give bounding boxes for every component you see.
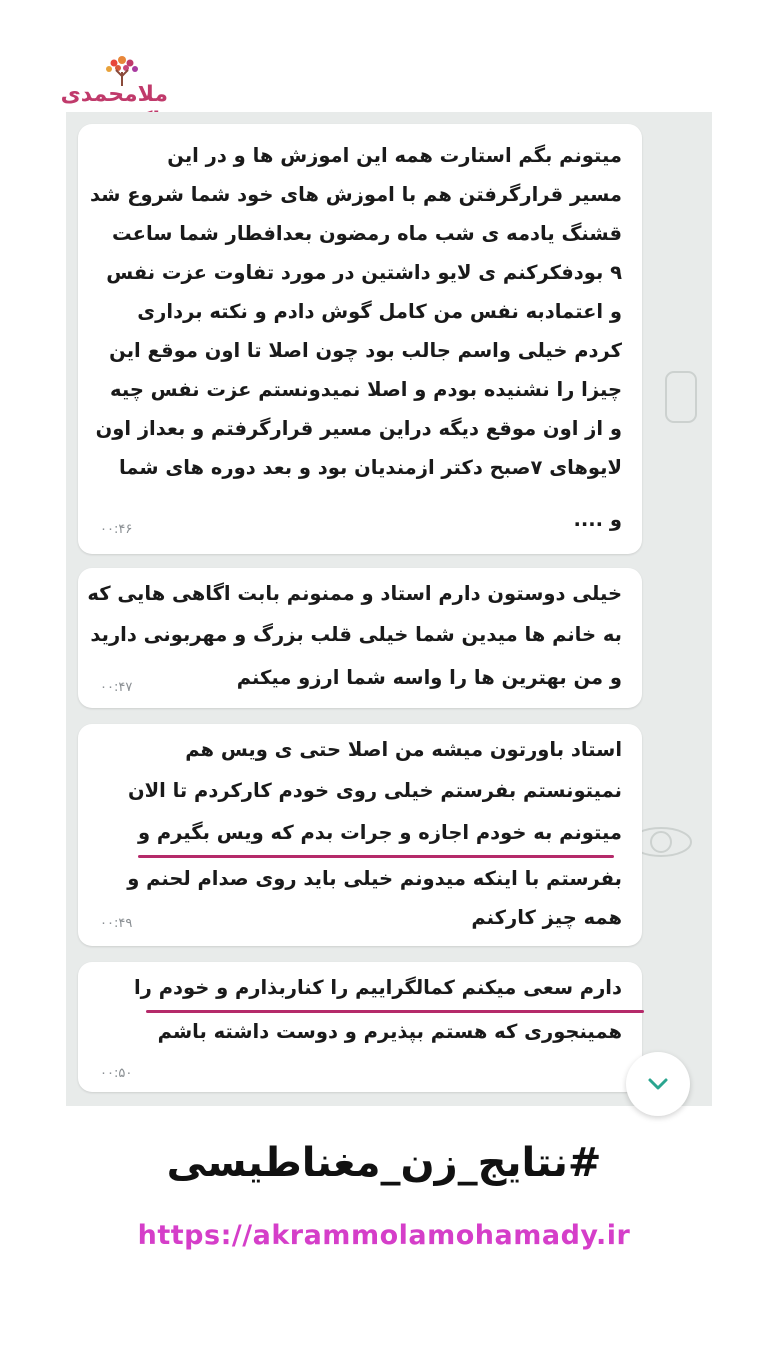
- message-line: مسیر قرارگرفتن هم با اموزش های خود شما شروع شد: [90, 183, 622, 206]
- message-line: نمیتونستم بفرستم خیلی روی خودم کارکردم تا الان: [127, 779, 622, 802]
- message-line: چیزا را نشنیده بودم و اصلا نمیدونستم عزت نفس چیه: [110, 378, 622, 401]
- message-timestamp: ۰۰:۴۶: [100, 522, 133, 537]
- message-line: همینجوری که هستم بپذیرم و دوست داشته باشم: [157, 1020, 622, 1043]
- highlight-underline: [138, 855, 614, 858]
- highlight-underline: [146, 1010, 644, 1013]
- message-line: لایوهای ۷صبح دکتر ازمندیان بود و بعد دوره های شما: [118, 456, 622, 479]
- message-line: و از اون موقع دیگه دراین مسیر قرارگرفتم و بعداز اون: [95, 417, 622, 440]
- hashtag-caption: #نتایج_زن_مغناطیسی: [166, 1140, 602, 1186]
- message-timestamp: ۰۰:۴۹: [100, 916, 133, 931]
- message-line: به خانم ها میدین شما خیلی قلب بزرگ و مهربونی دارید: [90, 623, 622, 646]
- message-line: دارم سعی میکنم کمالگراییم را کناربذارم و خودم را: [134, 976, 622, 999]
- message-line: کردم خیلی واسم جالب بود چون اصلا تا اون موقع این: [109, 339, 622, 362]
- message-timestamp: ۰۰:۵۰: [100, 1066, 133, 1081]
- message-line: و من بهترین ها را واسه شما ارزو میکنم: [236, 666, 622, 689]
- message-line: خیلی دوستون دارم استاد و ممنونم بابت اگاهی هایی که: [87, 582, 622, 605]
- logo-text-line1: ملامحمدی: [60, 82, 168, 107]
- message-line: بفرستم با اینکه میدونم خیلی باید روی صدام لحنم و: [127, 867, 622, 890]
- chevron-down-icon: [647, 1077, 669, 1091]
- message-bubble[interactable]: [78, 124, 642, 554]
- message-line: استاد باورتون میشه من اصلا حتی ی ویس هم: [185, 738, 622, 761]
- website-url[interactable]: https://akrammolamohamady.ir: [137, 1220, 631, 1251]
- message-line: و ....: [573, 508, 622, 531]
- message-bubble[interactable]: [78, 962, 642, 1092]
- message-bubble[interactable]: [78, 724, 642, 946]
- message-line: ۹ بودفکرکنم ی لایو داشتین در مورد تفاوت عزت نفس: [106, 261, 622, 284]
- message-line: همه چیز کارکنم: [471, 906, 622, 929]
- message-line: قشنگ یادمه ی شب ماه رمضون بعدافطار شما ساعت: [112, 222, 622, 245]
- message-bubble[interactable]: [78, 568, 642, 708]
- message-line: میتونم به خودم اجازه و جرات بدم که ویس بگیرم و: [137, 821, 622, 844]
- message-line: و اعتمادبه نفس من کامل گوش دادم و نکته برداری: [137, 300, 622, 323]
- scroll-down-button[interactable]: [626, 1052, 690, 1116]
- message-line: میتونم بگم استارت همه این اموزش ها و در این: [167, 144, 622, 167]
- message-timestamp: ۰۰:۴۷: [100, 680, 133, 695]
- background-doodle-icon: [656, 362, 706, 432]
